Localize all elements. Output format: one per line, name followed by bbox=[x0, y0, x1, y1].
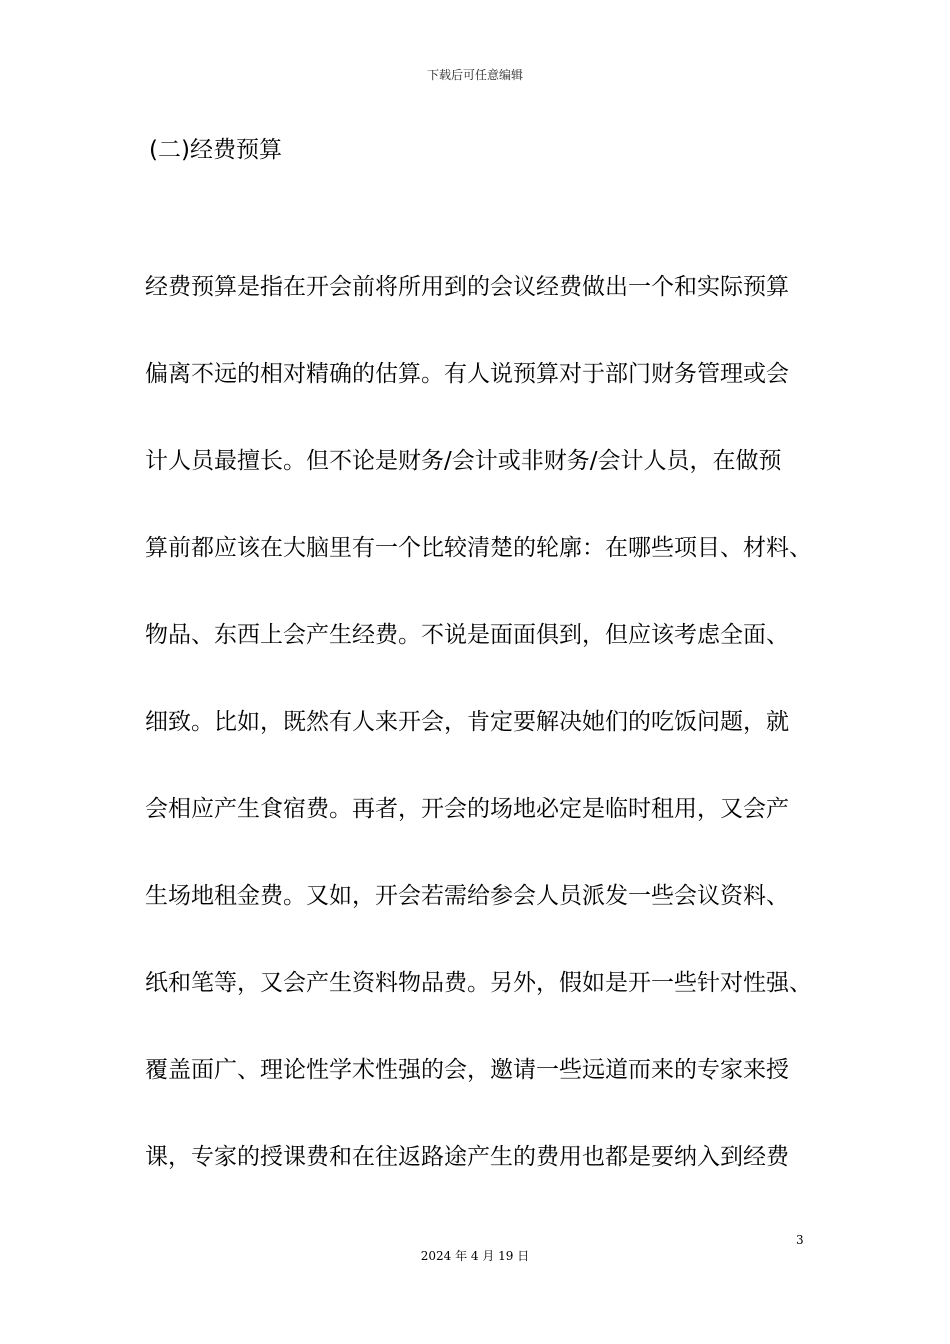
paragraph-line: 算前都应该在大脑里有一个比较清楚的轮廓：在哪些项目、材料、 bbox=[145, 535, 812, 561]
paragraph-line: 偏离不远的相对精确的估算。有人说预算对于部门财务管理或会 bbox=[145, 361, 789, 387]
paragraph-line: 覆盖面广、理论性学术性强的会，邀请一些远道而来的专家来授 bbox=[145, 1057, 789, 1083]
paragraph-line: 物品、东西上会产生经费。不说是面面俱到，但应该考虑全面、 bbox=[145, 622, 789, 648]
footer-date: 2024 年 4 月 19 日 bbox=[420, 1249, 530, 1263]
paragraph-line: 会相应产生食宿费。再者，开会的场地必定是临时租用，又会产 bbox=[145, 796, 789, 822]
page-header: 下载后可任意编辑 bbox=[426, 68, 523, 82]
paragraph-line: 纸和笔等，又会产生资料物品费。另外，假如是开一些针对性强、 bbox=[145, 970, 812, 996]
paragraph-line: 课，专家的授课费和在往返路途产生的费用也都是要纳入到经费 bbox=[145, 1144, 789, 1170]
paragraph-line: 细致。比如，既然有人来开会，肯定要解决她们的吃饭问题，就 bbox=[145, 709, 789, 735]
page-number: 3 bbox=[796, 1233, 804, 1247]
paragraph-line: 生场地租金费。又如，开会若需给参会人员派发一些会议资料、 bbox=[145, 883, 789, 909]
paragraph-line: 计人员最擅长。但不论是财务/会计或非财务/会计人员，在做预 bbox=[145, 448, 782, 474]
section-heading: (二)经费预算 bbox=[149, 137, 282, 163]
paragraph-line: 经费预算是指在开会前将所用到的会议经费做出一个和实际预算 bbox=[145, 274, 789, 300]
